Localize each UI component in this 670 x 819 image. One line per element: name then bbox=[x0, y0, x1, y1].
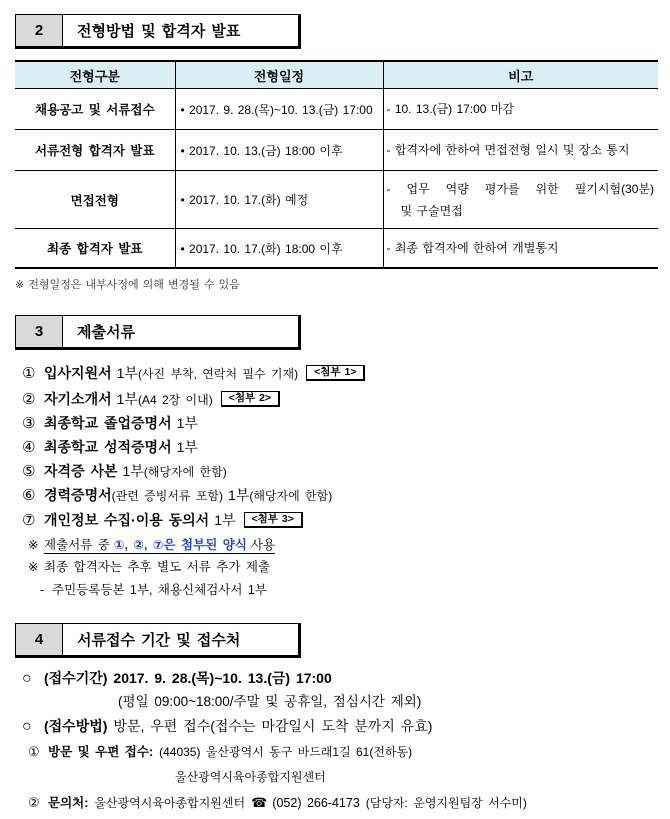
period-label: (접수기간) bbox=[44, 670, 108, 686]
table-row bbox=[15, 89, 658, 130]
document-item bbox=[22, 411, 198, 435]
cell-stage: 최종 합격자 발표 bbox=[15, 229, 175, 269]
note-text-post: 사용 bbox=[250, 538, 276, 552]
document-item bbox=[22, 387, 280, 411]
cell-stage: 서류전형 합격자 발표 bbox=[15, 130, 175, 171]
header-note: 비고 bbox=[383, 61, 658, 89]
contact-info bbox=[28, 791, 527, 815]
item-marker: ⑥ bbox=[22, 487, 36, 504]
method-value: 방문, 우편 접수(접수는 마감일시 도착 분까지 유효) bbox=[113, 718, 433, 734]
note-line: - 업무 역량 평가를 위한 필기시험(30분) bbox=[386, 181, 654, 196]
item-name: 경력증명서 bbox=[44, 487, 112, 503]
item-name: 개인정보 수집·이용 동의서 bbox=[44, 512, 210, 528]
document-item bbox=[22, 508, 303, 532]
phone-icon: ☎ bbox=[251, 795, 268, 810]
item-count: 1부 bbox=[176, 415, 198, 431]
item-marker: ⑤ bbox=[22, 463, 36, 480]
item-marker: ① bbox=[28, 744, 40, 759]
note-text: 주민등록등본 1부, 채용신체검사서 1부 bbox=[52, 583, 267, 597]
cell-note bbox=[383, 89, 658, 130]
schedule-table bbox=[15, 60, 658, 269]
cell-stage: 채용공고 및 서류접수 bbox=[15, 89, 175, 130]
contact-manager: (담당자: 운영지원팀장 서수미) bbox=[365, 796, 527, 810]
cell-schedule: • 2017. 10. 17.(화) 예정 bbox=[175, 171, 383, 229]
visit-address: (44035) 울산광역시 동구 바드래1길 61(전하동) bbox=[159, 745, 413, 759]
item-marker: ① bbox=[22, 365, 36, 382]
item-marker: ⑦ bbox=[22, 512, 36, 529]
note-line: - 합격자에 한하여 면접전형 일시 및 장소 통지 bbox=[386, 143, 630, 157]
visit-label: 방문 및 우편 접수: bbox=[48, 745, 154, 759]
section-3-header bbox=[15, 315, 301, 350]
section-number: 4 bbox=[16, 624, 63, 655]
cell-note bbox=[383, 130, 658, 171]
schedule-footnote: ※ 전형일정은 내부사정에 의해 변경될 수 있음 bbox=[15, 279, 240, 291]
item-name: 최종학교 성적증명서 bbox=[44, 439, 172, 455]
contact-label: 문의처: bbox=[48, 796, 89, 810]
document-item bbox=[22, 435, 198, 459]
item-detail: (사진 부착, 연락처 필수 기재) bbox=[137, 367, 299, 381]
item-marker: ③ bbox=[22, 415, 36, 432]
item-marker: ④ bbox=[22, 439, 36, 456]
item-count: 1부 bbox=[214, 512, 236, 528]
item-detail: (A4 2장 이내) bbox=[137, 393, 213, 407]
submission-subnote bbox=[40, 578, 267, 602]
attachment-badge: <첨부 1> bbox=[306, 365, 365, 381]
submission-note bbox=[28, 555, 270, 579]
item-count: 1부 bbox=[116, 391, 138, 407]
note-emphasis: ①, ②, ⑦은 첨부된 양식 bbox=[113, 538, 247, 552]
visit-mail-address bbox=[28, 740, 412, 764]
header-schedule: 전형일정 bbox=[175, 61, 383, 89]
section-number: 2 bbox=[16, 15, 63, 46]
note-marker: ※ bbox=[28, 560, 39, 574]
section-title: 서류접수 기간 및 접수처 bbox=[77, 632, 241, 649]
document-item bbox=[22, 459, 227, 483]
reception-period bbox=[22, 666, 332, 690]
item-name: 입사지원서 bbox=[44, 365, 112, 381]
section-2-header bbox=[15, 14, 301, 49]
reception-method bbox=[22, 714, 432, 738]
note-marker: ※ bbox=[28, 538, 39, 552]
table-row bbox=[15, 130, 658, 171]
table-header-row bbox=[15, 61, 658, 89]
item-detail: (해당자에 한함) bbox=[249, 489, 333, 503]
contact-org: 울산광역시육아종합지원센터 bbox=[94, 796, 246, 810]
note-text-pre: 제출서류 중 bbox=[44, 538, 110, 552]
item-marker: ② bbox=[28, 795, 40, 810]
contact-phone: (052) 266-4173 bbox=[272, 796, 360, 810]
submission-note bbox=[28, 533, 275, 557]
item-count: 1부 bbox=[228, 487, 250, 503]
period-value: 2017. 9. 28.(목)~10. 13.(금) 17:00 bbox=[113, 670, 332, 686]
section-title: 전형방법 및 합격자 발표 bbox=[77, 23, 241, 40]
section-4-header bbox=[15, 623, 301, 658]
note-marker: - bbox=[40, 583, 45, 597]
note-line-continued: 및 구술면접 bbox=[400, 203, 463, 218]
item-name: 자격증 사본 bbox=[44, 463, 118, 479]
circle-marker: ○ bbox=[22, 670, 32, 687]
cell-note bbox=[383, 229, 658, 269]
cell-schedule: • 2017. 9. 28.(목)~10. 13.(금) 17:00 bbox=[175, 89, 383, 130]
item-detail: (해당자에 한함) bbox=[143, 465, 227, 479]
section-title: 제출서류 bbox=[77, 324, 135, 341]
item-name: 자기소개서 bbox=[44, 391, 112, 407]
cell-note bbox=[383, 171, 658, 229]
cell-stage: 면접전형 bbox=[15, 171, 175, 229]
item-count: 1부 bbox=[116, 365, 138, 381]
table-row bbox=[15, 229, 658, 269]
cell-schedule: • 2017. 10. 17.(화) 18:00 이후 bbox=[175, 229, 383, 269]
item-count: 1부 bbox=[176, 439, 198, 455]
document-item bbox=[22, 483, 332, 507]
method-label: (접수방법) bbox=[44, 718, 108, 734]
section-number: 3 bbox=[16, 316, 63, 347]
item-name: 최종학교 졸업증명서 bbox=[44, 415, 172, 431]
header-stage: 전형구분 bbox=[15, 61, 175, 89]
note-line: - 최종 합격자에 한하여 개별통지 bbox=[386, 241, 559, 255]
visit-address-line2: 울산광역시육아종합지원센터 bbox=[175, 770, 326, 784]
table-row bbox=[15, 171, 658, 229]
document-item bbox=[22, 361, 365, 385]
attachment-badge: <첨부 3> bbox=[244, 512, 303, 528]
reception-hours: (평일 09:00~18:00/주말 및 공휴일, 점심시간 제외) bbox=[118, 694, 422, 709]
item-count: 1부 bbox=[122, 463, 144, 479]
item-name-detail: (관련 증빙서류 포함) bbox=[111, 489, 224, 503]
item-marker: ② bbox=[22, 391, 36, 408]
attachment-badge: <첨부 2> bbox=[221, 391, 280, 407]
underlined-note-text bbox=[44, 538, 275, 554]
cell-schedule: • 2017. 10. 13.(금) 18:00 이후 bbox=[175, 130, 383, 171]
note-text: 최종 합격자는 추후 별도 서류 추가 제출 bbox=[44, 560, 271, 574]
note-line: - 10. 13.(금) 17:00 마감 bbox=[386, 102, 514, 116]
circle-marker: ○ bbox=[22, 718, 32, 735]
